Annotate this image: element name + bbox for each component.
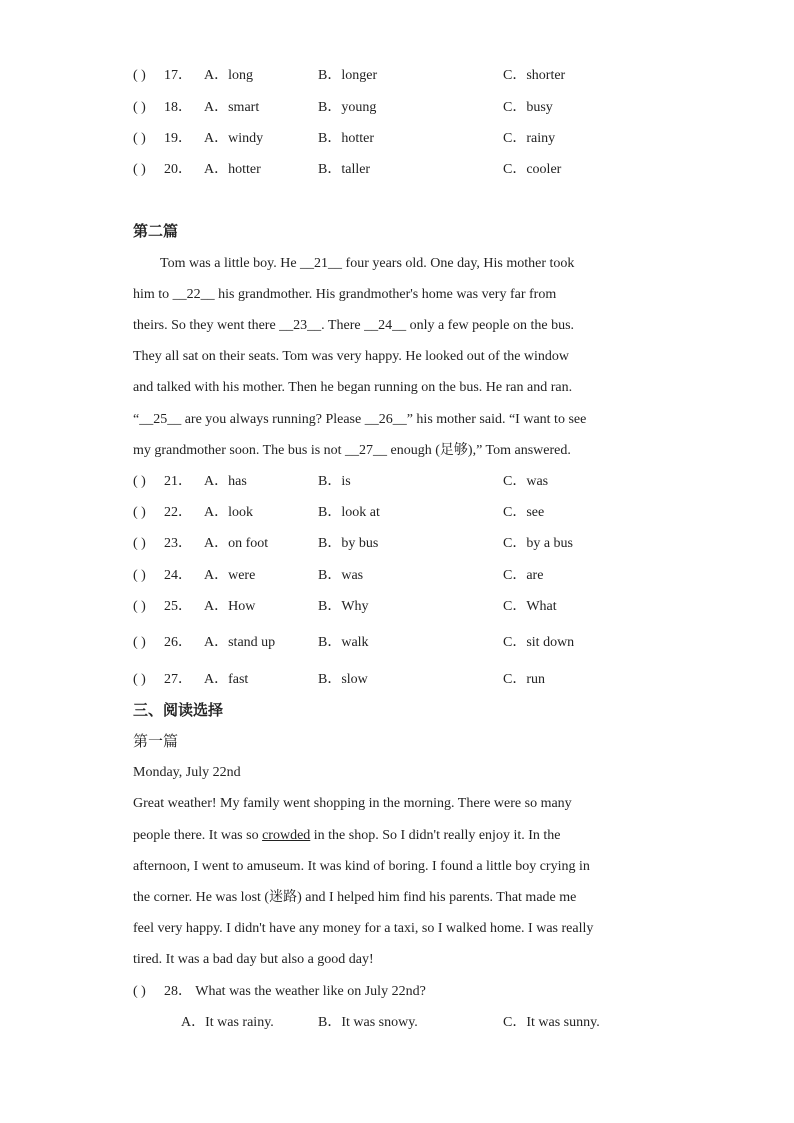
- option-b: B．walk: [318, 635, 369, 650]
- option-c: C．What: [503, 599, 557, 614]
- option-b: B．taller: [318, 162, 371, 177]
- option-a: A．long: [204, 68, 253, 83]
- answer-blank[interactable]: ( ): [133, 162, 146, 177]
- passage-line: Tom was a little boy. He __21__ four years old. One day, His mother took: [160, 256, 575, 271]
- option-b: B．was: [318, 568, 364, 583]
- answer-blank[interactable]: ( ): [133, 474, 146, 489]
- answer-blank[interactable]: ( ): [133, 635, 146, 650]
- option-c: C．are: [503, 568, 544, 583]
- option-b: B．It was snowy.: [318, 1015, 418, 1030]
- diary-line: the corner. He was lost (迷路) and I helped him find his parents. That made me: [133, 890, 577, 905]
- option-b: B．by bus: [318, 536, 379, 551]
- answer-blank[interactable]: ( ): [133, 568, 146, 583]
- passage-line: and talked with his mother. Then he began running on the bus. He ran and ran.: [133, 380, 573, 395]
- question-number: 24．: [164, 568, 192, 583]
- option-a: A．How: [204, 599, 256, 614]
- option-a: A．has: [204, 474, 247, 489]
- question-number: 23．: [164, 536, 192, 551]
- option-c: C．was: [503, 474, 549, 489]
- answer-blank[interactable]: ( ): [133, 536, 146, 551]
- question-number: 19．: [164, 131, 192, 146]
- diary-line: tired. It was a bad day but also a good day!: [133, 952, 374, 967]
- option-b: B．is: [318, 474, 351, 489]
- option-c: C．busy: [503, 100, 553, 115]
- diary-line: afternoon, I went to amuseum. It was kind of boring. I found a little boy crying in: [133, 859, 590, 874]
- option-a: A．on foot: [204, 536, 269, 551]
- option-c: C．sit down: [503, 635, 575, 650]
- passage-line: “__25__ are you always running? Please __26__” his mother said. “I want to see: [133, 412, 587, 427]
- option-a: A．look: [204, 505, 253, 520]
- diary-line: feel very happy. I didn't have any money for a taxi, so I walked home. I was really: [133, 921, 594, 936]
- question-number: 25．: [164, 599, 192, 614]
- question-number: 22．: [164, 505, 192, 520]
- question-number: 20．: [164, 162, 192, 177]
- question-number: 26．: [164, 635, 192, 650]
- section-heading-part2: 第二篇: [133, 222, 179, 240]
- option-b: B．Why: [318, 599, 369, 614]
- option-a: A．were: [204, 568, 256, 583]
- passage-line: my grandmother soon. The bus is not __27__ enough (足够),” Tom answered.: [133, 443, 571, 458]
- option-c: C．shorter: [503, 68, 566, 83]
- option-c: C．by a bus: [503, 536, 573, 551]
- option-b: B．slow: [318, 672, 368, 687]
- answer-blank[interactable]: ( ): [133, 68, 146, 83]
- option-a: A．fast: [204, 672, 249, 687]
- option-a: A．stand up: [204, 635, 276, 650]
- passage-title: 第一篇: [133, 734, 179, 750]
- underlined-word: crowded: [262, 828, 311, 843]
- option-a: A．smart: [204, 100, 260, 115]
- section-heading-reading: 三、阅读选择: [133, 701, 224, 719]
- question-number: 17．: [164, 68, 192, 83]
- answer-blank[interactable]: ( ): [133, 505, 146, 520]
- answer-blank[interactable]: ( ): [133, 131, 146, 146]
- diary-line: [133, 826, 561, 846]
- option-c: C．rainy: [503, 131, 556, 146]
- passage-line: They all sat on their seats. Tom was very happy. He looked out of the window: [133, 349, 570, 364]
- question-stem: 28． What was the weather like on July 22nd?: [164, 984, 426, 999]
- diary-text: people there. It was so: [133, 828, 263, 843]
- question-number: 27．: [164, 672, 192, 687]
- option-b: B．hotter: [318, 131, 374, 146]
- diary-text: in the shop. So I didn't really enjoy it. In the: [310, 828, 561, 843]
- answer-blank[interactable]: ( ): [133, 984, 146, 999]
- question-number: 18．: [164, 100, 192, 115]
- option-b: B．look at: [318, 505, 380, 520]
- option-a: A．windy: [204, 131, 264, 146]
- option-c: C．cooler: [503, 162, 562, 177]
- option-c: C．run: [503, 672, 545, 687]
- passage-line: theirs. So they went there __23__. There __24__ only a few people on the bus.: [133, 318, 575, 333]
- option-a: A．hotter: [204, 162, 261, 177]
- answer-blank[interactable]: ( ): [133, 100, 146, 115]
- diary-line: Great weather! My family went shopping in the morning. There were so many: [133, 796, 572, 811]
- answer-blank[interactable]: ( ): [133, 599, 146, 614]
- option-b: B．young: [318, 100, 377, 115]
- option-c: C．see: [503, 505, 545, 520]
- question-number: 21．: [164, 474, 192, 489]
- option-b: B．longer: [318, 68, 378, 83]
- passage-line: him to __22__ his grandmother. His grandmother's home was very far from: [133, 287, 557, 302]
- option-c: C．It was sunny.: [503, 1015, 600, 1030]
- answer-blank[interactable]: ( ): [133, 672, 146, 687]
- option-a: A．It was rainy.: [181, 1015, 274, 1030]
- diary-date: Monday, July 22nd: [133, 765, 241, 780]
